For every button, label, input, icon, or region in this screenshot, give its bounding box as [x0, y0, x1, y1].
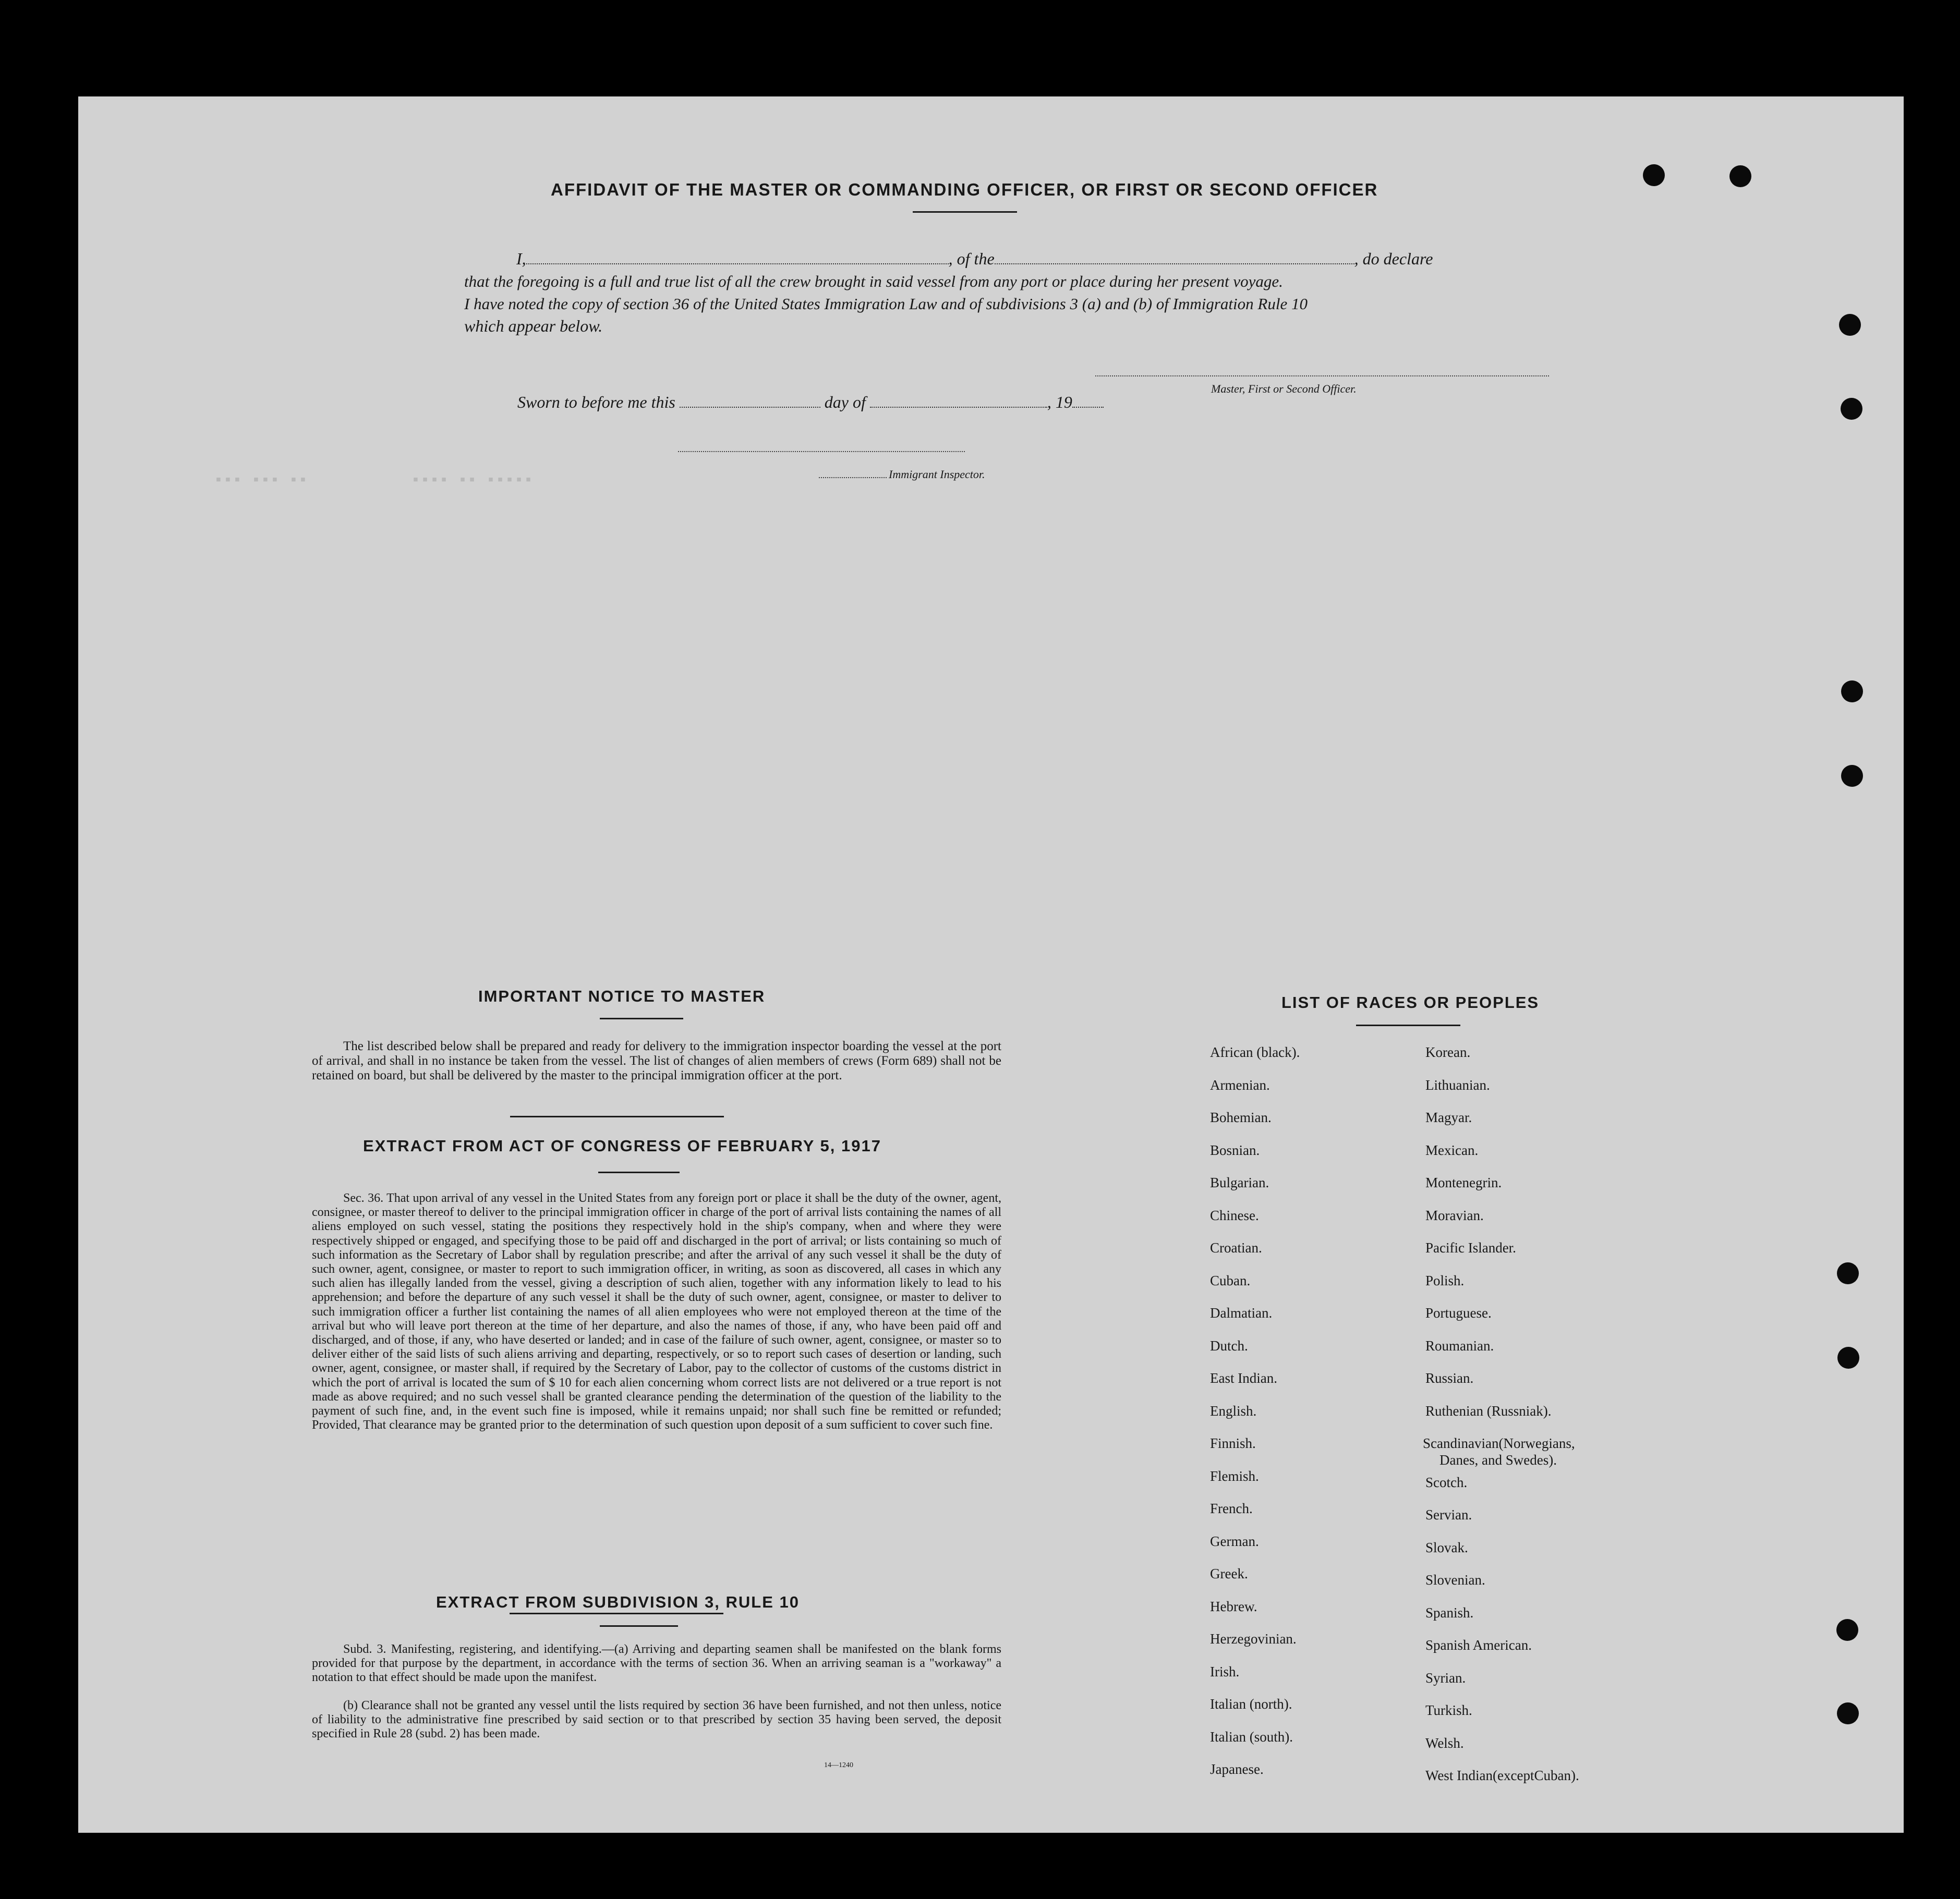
- race-item: Servian.: [1425, 1507, 1472, 1523]
- day-field[interactable]: [680, 393, 820, 408]
- punch-hole: [1841, 765, 1863, 787]
- race-item: Armenian.: [1210, 1077, 1270, 1093]
- race-item: Syrian.: [1425, 1670, 1466, 1686]
- act-title: EXTRACT FROM ACT OF CONGRESS OF FEBRUARY 5, 1917: [363, 1137, 881, 1155]
- act-separator: [510, 1613, 723, 1614]
- form-sheet: [78, 96, 1904, 1833]
- race-item: Bulgarian.: [1210, 1175, 1269, 1190]
- race-item: Roumanian.: [1425, 1337, 1494, 1354]
- race-item: Turkish.: [1425, 1702, 1472, 1718]
- declaration-line-1: [464, 248, 1549, 270]
- race-item-scandinavian-cont: Danes, and Swedes).: [1439, 1452, 1557, 1468]
- race-item: Japanese.: [1210, 1761, 1264, 1777]
- race-item: Cuban.: [1210, 1272, 1251, 1288]
- inspector-caption: [819, 468, 985, 481]
- race-item: Spanish American.: [1425, 1637, 1532, 1653]
- races-underline: [1356, 1025, 1460, 1026]
- race-item: Finnish.: [1210, 1435, 1256, 1451]
- declaration-line-4: which appear below.: [464, 316, 603, 335]
- punch-hole: [1841, 398, 1862, 420]
- punch-hole: [1841, 680, 1863, 702]
- punch-hole: [1837, 1262, 1859, 1284]
- race-item: Flemish.: [1210, 1468, 1259, 1484]
- race-item: Ruthenian (Russniak).: [1425, 1403, 1552, 1419]
- inspector-signature-line[interactable]: [678, 451, 965, 452]
- race-item: Dalmatian.: [1210, 1305, 1273, 1321]
- race-item: Slovak.: [1425, 1539, 1468, 1555]
- race-item: Italian (north).: [1210, 1696, 1292, 1712]
- year-field[interactable]: [1072, 393, 1104, 408]
- race-item: Magyar.: [1425, 1110, 1472, 1125]
- race-item: Moravian.: [1425, 1207, 1484, 1223]
- race-item: Irish.: [1210, 1663, 1240, 1679]
- master-caption: Master, First or Second Officer.: [1211, 382, 1357, 395]
- notice-underline: [600, 1018, 683, 1019]
- race-item: Korean.: [1425, 1044, 1471, 1060]
- race-item: Italian (south).: [1210, 1728, 1293, 1745]
- name-field[interactable]: [526, 250, 949, 264]
- punch-hole: [1729, 165, 1751, 187]
- declaration-line-2: that the foregoing is a full and true list of all the crew brought in said vessel from any port or place during her present voyage.: [464, 272, 1283, 290]
- races-title: LIST OF RACES OR PEOPLES: [1281, 993, 1540, 1012]
- race-item: Scotch.: [1425, 1474, 1468, 1490]
- notice-separator: [510, 1116, 724, 1117]
- form-number: 14—1240: [824, 1761, 853, 1769]
- day-of-label: day of: [824, 393, 866, 411]
- race-item: Hebrew.: [1210, 1598, 1257, 1614]
- race-item: German.: [1210, 1533, 1259, 1549]
- inspector-caption-text: Immigrant Inspector.: [889, 468, 985, 481]
- notice-title: IMPORTANT NOTICE TO MASTER: [478, 987, 766, 1005]
- race-item: English.: [1210, 1403, 1257, 1419]
- punch-hole: [1836, 1619, 1858, 1641]
- race-item: Bohemian.: [1210, 1110, 1272, 1125]
- race-item: East Indian.: [1210, 1370, 1277, 1386]
- act-text: Sec. 36. That upon arrival of any vessel in the United States from any foreign port or place it shall be the duty of the owner, agent, consignee, or master thereof to deliver to the principal immigration officer in charge of the port of arrival lists containing the names of all aliens employed on such vessel, stating the positions they respectively hold in the ship's company, when and where they were respectively shipped or engaged, and specifying those to be paid off and discharged in the port of arrival; or lists containing so much of such information as the Secretary of Labor shall by regulation prescribe; and after the arrival of any such vessel it shall be the duty of such owner, agent, consignee, or master to report to such immigration officer, in writing, as soon as discovered, all cases in which any such alien has illegally landed from the vessel, giving a description of such alien, together with any information likely to lead to his apprehension; and before the departure of any such vessel it shall be the duty of such owner, agent, consignee, or master to deliver to such immigration officer a further list containing the names of all alien employees who were not employed thereon at the time of the arrival but who will leave port thereon at the time of her departure, and also the names of those, if any, who have been paid off and discharged, and of those, if any, who have deserted or landed; and in case of the failure of such owner, agent, consignee, or master so to deliver either of the said lists of such aliens arriving and departing, respectively, or so to report such cases of desertion or landing, such owner, agent, consignee, or master shall, if required by the Secretary of Labor, pay to the collector of customs of the customs district in which the port of arrival is located the sum of $ 10 for each alien concerning whom correct lists are not delivered or a true report is not made as above required; and no such vessel shall be granted clearance pending the determination of the question of the liability to the payment of such fine, and, in the event such fine is imposed, while it remains unpaid; nor shall such fine be remitted or refunded; Provided, That clearance may be granted prior to the determination of such question upon deposit of a sum sufficient to cover such fine.: [312, 1191, 1001, 1432]
- race-item: Herzegovinian.: [1210, 1631, 1297, 1647]
- month-field[interactable]: [870, 393, 1047, 408]
- race-item: Slovenian.: [1425, 1572, 1485, 1588]
- race-item: Croatian.: [1210, 1240, 1262, 1256]
- notice-text: The list described below shall be prepared and ready for delivery to the immigration inspector boarding the vessel at the port of arrival, and shall in no instance be taken from the vessel. The list of changes of alien members of crews (Form 689) shall not be retained on board, but shall be delivered by the master to the principal immigration officer at the port.: [312, 1039, 1001, 1082]
- race-item: French.: [1210, 1501, 1253, 1516]
- race-item: Polish.: [1425, 1272, 1465, 1288]
- vessel-field[interactable]: [995, 250, 1354, 264]
- do-declare-label: , do declare: [1354, 249, 1433, 268]
- race-item: Pacific Islander.: [1425, 1240, 1516, 1256]
- race-item: Chinese.: [1210, 1207, 1259, 1223]
- rule-para-a: Subd. 3. Manifesting, registering, and identifying.—(a) Arriving and departing seamen shall be manifested on the blank forms provided for that purpose by the department, in accordance with the terms of section 36. When an arriving seaman is a "workaway" a notation to that effect should be made upon the manifest.: [312, 1642, 1001, 1684]
- bleed-through-marks: ▪▪▪ ▪▪▪ ▪▪ ▪▪▪▪ ▪▪ ▪▪▪▪▪: [214, 472, 534, 490]
- punch-hole: [1837, 1347, 1859, 1369]
- race-item: Mexican.: [1425, 1142, 1479, 1158]
- rule-underline: [600, 1625, 678, 1627]
- title-underline: [913, 211, 1017, 213]
- declaration-line-3: I have noted the copy of section 36 of the United States Immigration Law and of subdivisions 3 (a) and (b) of Immigration Rule 10: [464, 295, 1308, 313]
- race-item: Russian.: [1425, 1370, 1474, 1386]
- race-item: Lithuanian.: [1425, 1077, 1490, 1093]
- race-item: Portuguese.: [1425, 1305, 1492, 1321]
- rule-para-b: (b) Clearance shall not be granted any vessel until the lists required by section 36 have been furnished, and not then unless, notice of liability to the administrative fine prescribed by said section or to that prescribed by section 35 having been served, the deposit specified in Rule 28 (subd. 2) has been made.: [312, 1699, 1001, 1740]
- race-item: Spanish.: [1425, 1604, 1474, 1621]
- race-item: Montenegrin.: [1425, 1175, 1502, 1190]
- punch-hole: [1643, 164, 1665, 186]
- punch-hole: [1839, 314, 1861, 336]
- race-item: African (black).: [1210, 1044, 1300, 1060]
- race-item: Scandinavian(Norwegians,: [1423, 1435, 1575, 1451]
- sworn-line: [517, 391, 1104, 413]
- race-item: Bosnian.: [1210, 1142, 1260, 1158]
- sworn-label: Sworn to before me this: [517, 393, 675, 411]
- race-item: Dutch.: [1210, 1337, 1248, 1354]
- race-item: West Indian(exceptCuban).: [1425, 1768, 1579, 1783]
- punch-hole: [1837, 1702, 1859, 1724]
- of-the-label: , of the: [948, 249, 995, 268]
- year-label: , 19: [1047, 393, 1072, 411]
- race-item: Welsh.: [1425, 1735, 1464, 1751]
- act-underline: [598, 1172, 680, 1173]
- rule-title: EXTRACT FROM SUBDIVISION 3, RULE 10: [436, 1593, 800, 1611]
- affidavit-title: AFFIDAVIT OF THE MASTER OR COMMANDING OFFICER, OR FIRST OR SECOND OFFICER: [551, 180, 1378, 199]
- i-label: I,: [516, 249, 526, 268]
- master-signature-line[interactable]: [1095, 375, 1549, 376]
- race-item: Greek.: [1210, 1566, 1248, 1581]
